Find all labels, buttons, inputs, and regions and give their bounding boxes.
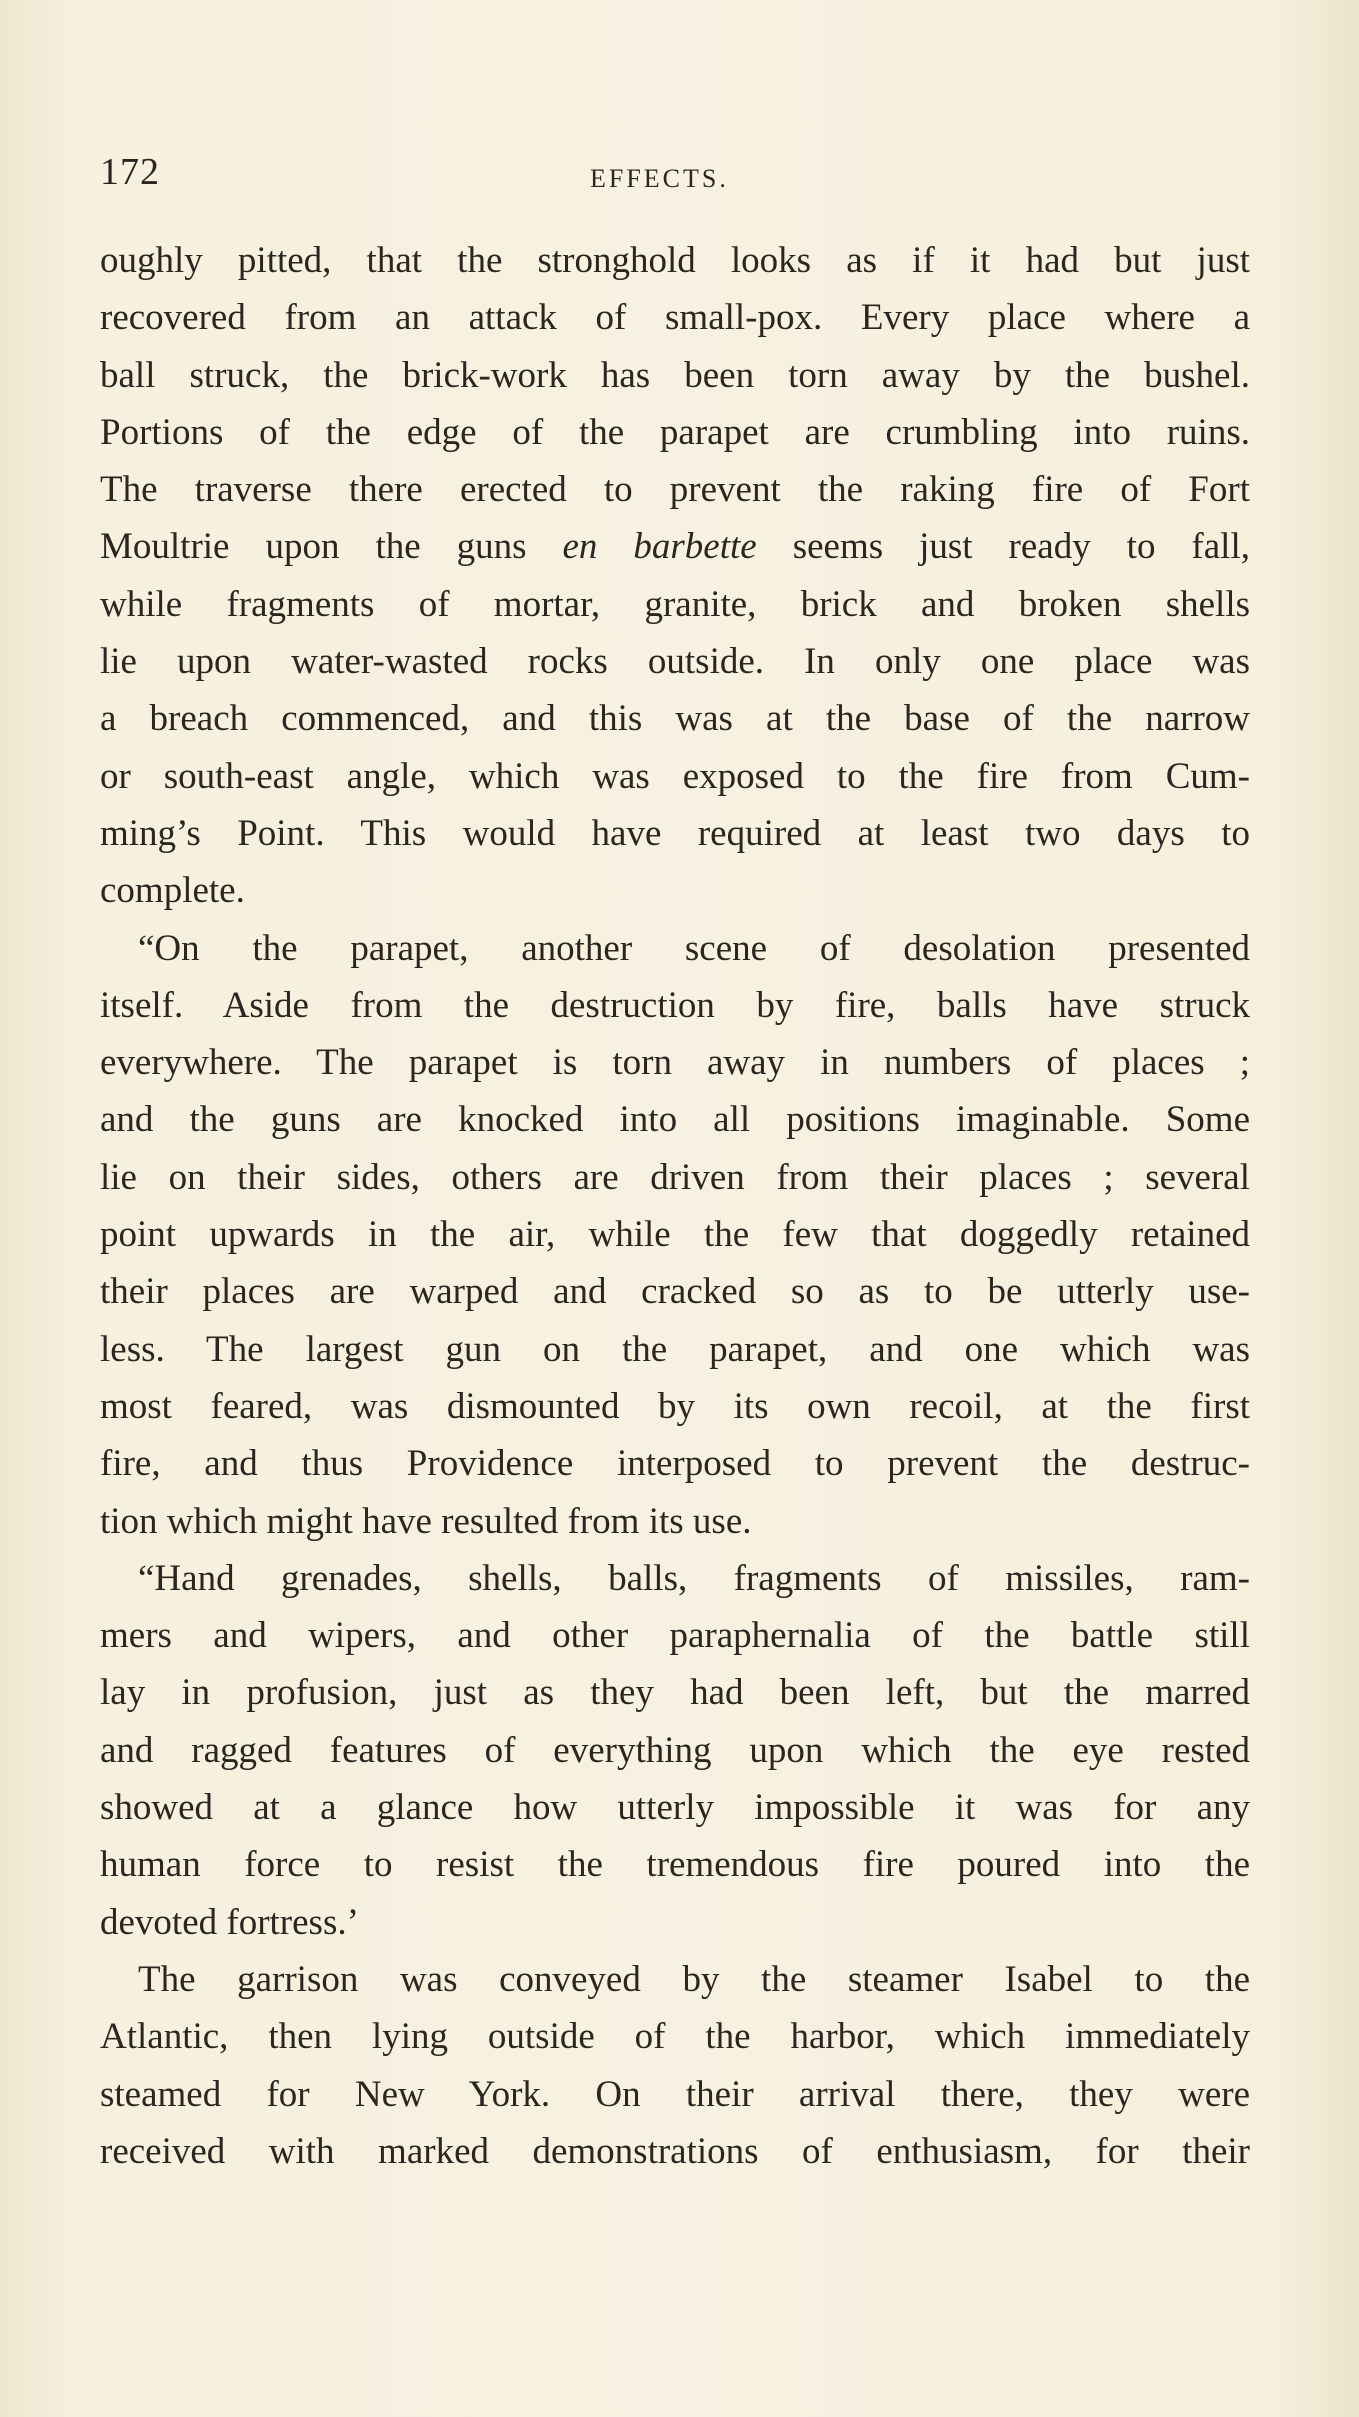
text-line: a breach commenced, and this was at the base of the narrow bbox=[100, 698, 1250, 740]
text-line-segment: seems just ready to fall, bbox=[756, 526, 1250, 568]
text-line: their places are warped and cracked so as to be utterly use- bbox=[100, 1271, 1250, 1313]
text-line: ming’s Point. This would have required at least two days to bbox=[100, 812, 1250, 854]
body-text bbox=[100, 232, 1250, 2180]
text-line: or south-east angle, which was exposed to the fire from Cum- bbox=[100, 755, 1250, 797]
text-line: while fragments of mortar, granite, brick and broken shells bbox=[100, 583, 1250, 625]
text-line: “On the parapet, another scene of desolation presented bbox=[138, 927, 1250, 969]
text-line: showed at a glance how utterly impossible it was for any bbox=[100, 1787, 1250, 1829]
text-line: and ragged features of everything upon which the eye rested bbox=[100, 1729, 1250, 1771]
text-line: lie on their sides, others are driven from their places ; several bbox=[100, 1156, 1250, 1198]
text-line: itself. Aside from the destruction by fire, balls have struck bbox=[100, 984, 1250, 1026]
text-line: The traverse there erected to prevent the raking fire of Fort bbox=[100, 469, 1250, 511]
text-line: recovered from an attack of small-pox. Every place where a bbox=[100, 297, 1250, 339]
text-line: point upwards in the air, while the few that doggedly retained bbox=[100, 1214, 1250, 1256]
text-line: devoted fortress.’ bbox=[100, 1901, 359, 1943]
page-number: 172 bbox=[100, 151, 160, 193]
text-line: received with marked demonstrations of enthusiasm, for their bbox=[100, 2130, 1250, 2172]
text-line: complete. bbox=[100, 870, 245, 912]
text-line: less. The largest gun on the parapet, and one which was bbox=[100, 1328, 1250, 1370]
text-line: Atlantic, then lying outside of the harbor, which immediately bbox=[100, 2016, 1250, 2058]
text-line bbox=[100, 518, 1250, 575]
text-line: most feared, was dismounted by its own recoil, at the first bbox=[100, 1385, 1250, 1427]
text-line: human force to resist the tremendous fire poured into the bbox=[100, 1844, 1250, 1886]
text-line: fire, and thus Providence interposed to prevent the destruc- bbox=[100, 1443, 1250, 1485]
text-line: steamed for New York. On their arrival there, they were bbox=[100, 2073, 1250, 2115]
text-line: ball struck, the brick-work has been torn away by the bushel. bbox=[100, 354, 1250, 396]
text-line: everywhere. The parapet is torn away in numbers of places ; bbox=[100, 1042, 1250, 1084]
text-line: lie upon water-wasted rocks outside. In only one place was bbox=[100, 641, 1250, 683]
text-line: lay in profusion, just as they had been left, but the marred bbox=[100, 1672, 1250, 1714]
text-line: tion which might have resulted from its use. bbox=[100, 1500, 752, 1542]
text-line: oughly pitted, that the stronghold looks as if it had but just bbox=[100, 240, 1250, 281]
text-line: “Hand grenades, shells, balls, fragments of missiles, ram- bbox=[138, 1557, 1250, 1599]
text-line: mers and wipers, and other paraphernalia of the battle still bbox=[100, 1615, 1250, 1657]
text-line: The garrison was conveyed by the steamer Isabel to the bbox=[138, 1958, 1250, 2000]
text-line: and the guns are knocked into all positions imaginable. Some bbox=[100, 1099, 1250, 1141]
text-line: Portions of the edge of the parapet are crumbling into ruins. bbox=[100, 411, 1250, 453]
page-header bbox=[100, 150, 1250, 210]
italic-phrase: en barbette bbox=[562, 526, 757, 568]
running-head: EFFECTS. bbox=[590, 164, 729, 193]
text-line-segment: Moultrie upon the guns bbox=[100, 526, 563, 568]
